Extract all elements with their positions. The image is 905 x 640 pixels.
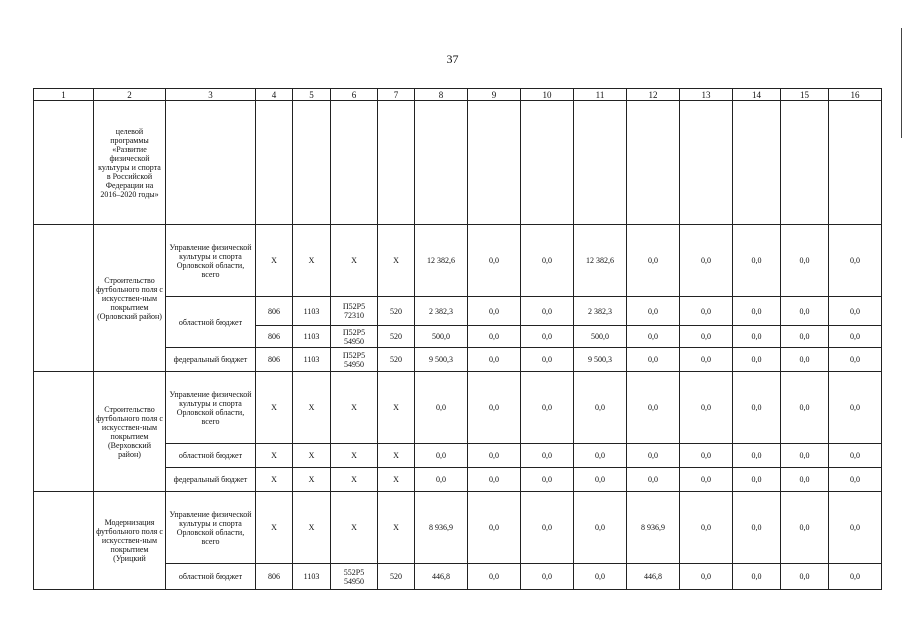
cell-empty <box>733 101 781 225</box>
amount-col-9: 0,0 <box>468 564 521 590</box>
cell-empty <box>166 101 256 225</box>
amount-col-16: 0,0 <box>829 297 882 326</box>
amount-col-9: 0,0 <box>468 468 521 492</box>
amount-col-8: 0,0 <box>415 468 468 492</box>
amount-col-15: 0,0 <box>781 444 829 468</box>
amount-col-10: 0,0 <box>521 348 574 372</box>
cell-empty <box>468 101 521 225</box>
amount-col-14: 0,0 <box>733 444 781 468</box>
amount-col-14: 0,0 <box>733 492 781 564</box>
cell-empty <box>521 101 574 225</box>
amount-col-8: 8 936,9 <box>415 492 468 564</box>
col-5-value: 1103 <box>293 564 331 590</box>
col-4-value: X <box>256 444 293 468</box>
budget-table <box>33 88 882 590</box>
amount-col-11: 500,0 <box>574 326 627 348</box>
scan-edge-line <box>901 28 902 138</box>
amount-col-16: 0,0 <box>829 372 882 444</box>
col-header-8: 8 <box>415 89 468 101</box>
amount-col-11: 0,0 <box>574 564 627 590</box>
col-4-value: X <box>256 372 293 444</box>
col-6-value: 552Р5 54950 <box>331 564 378 590</box>
amount-col-12: 446,8 <box>627 564 680 590</box>
amount-col-13: 0,0 <box>680 326 733 348</box>
amount-col-11: 0,0 <box>574 468 627 492</box>
col-7-value: X <box>378 444 415 468</box>
col-4-value: X <box>256 492 293 564</box>
amount-col-8: 446,8 <box>415 564 468 590</box>
page-number: 37 <box>446 52 459 66</box>
amount-col-13: 0,0 <box>680 564 733 590</box>
amount-col-10: 0,0 <box>521 468 574 492</box>
amount-col-9: 0,0 <box>468 297 521 326</box>
amount-col-15: 0,0 <box>781 225 829 297</box>
amount-col-10: 0,0 <box>521 444 574 468</box>
amount-col-10: 0,0 <box>521 372 574 444</box>
funding-source: Управление физической культуры и спорта Орловской области, всего <box>166 492 256 564</box>
amount-col-14: 0,0 <box>733 297 781 326</box>
amount-col-14: 0,0 <box>733 348 781 372</box>
amount-col-15: 0,0 <box>781 372 829 444</box>
amount-col-16: 0,0 <box>829 348 882 372</box>
cell-empty <box>256 101 293 225</box>
col-header-6: 6 <box>331 89 378 101</box>
funding-source: областной бюджет <box>166 297 256 348</box>
cell-empty <box>627 101 680 225</box>
amount-col-12: 0,0 <box>627 444 680 468</box>
amount-col-12: 0,0 <box>627 326 680 348</box>
cell-empty <box>34 372 94 492</box>
amount-col-10: 0,0 <box>521 326 574 348</box>
amount-col-13: 0,0 <box>680 444 733 468</box>
amount-col-12: 0,0 <box>627 297 680 326</box>
amount-col-15: 0,0 <box>781 326 829 348</box>
col-header-13: 13 <box>680 89 733 101</box>
amount-col-10: 0,0 <box>521 492 574 564</box>
funding-source: областной бюджет <box>166 444 256 468</box>
col-7-value: X <box>378 492 415 564</box>
amount-col-11: 2 382,3 <box>574 297 627 326</box>
amount-col-12: 0,0 <box>627 348 680 372</box>
amount-col-10: 0,0 <box>521 225 574 297</box>
amount-col-15: 0,0 <box>781 492 829 564</box>
funding-source: федеральный бюджет <box>166 468 256 492</box>
amount-col-8: 0,0 <box>415 372 468 444</box>
amount-col-11: 0,0 <box>574 492 627 564</box>
amount-col-15: 0,0 <box>781 468 829 492</box>
amount-col-8: 12 382,6 <box>415 225 468 297</box>
amount-col-16: 0,0 <box>829 492 882 564</box>
col-header-4: 4 <box>256 89 293 101</box>
col-6-value: П52Р5 54950 <box>331 326 378 348</box>
col-7-value: X <box>378 468 415 492</box>
table-row <box>34 492 882 564</box>
cell-empty <box>34 492 94 590</box>
amount-col-8: 0,0 <box>415 444 468 468</box>
col-header-5: 5 <box>293 89 331 101</box>
col-5-value: X <box>293 492 331 564</box>
col-4-value: 806 <box>256 348 293 372</box>
amount-col-14: 0,0 <box>733 564 781 590</box>
amount-col-13: 0,0 <box>680 297 733 326</box>
amount-col-14: 0,0 <box>733 225 781 297</box>
col-7-value: X <box>378 225 415 297</box>
amount-col-16: 0,0 <box>829 564 882 590</box>
amount-col-12: 0,0 <box>627 225 680 297</box>
amount-col-9: 0,0 <box>468 326 521 348</box>
amount-col-8: 2 382,3 <box>415 297 468 326</box>
amount-col-14: 0,0 <box>733 468 781 492</box>
col-4-value: X <box>256 468 293 492</box>
col-6-value: X <box>331 225 378 297</box>
col-7-value: 520 <box>378 564 415 590</box>
col-5-value: X <box>293 444 331 468</box>
amount-col-13: 0,0 <box>680 468 733 492</box>
amount-col-9: 0,0 <box>468 372 521 444</box>
program-name-continued: целевой программы «Развитие физической культуры и спорта в Российской Федерации на 2016–2020 годы» <box>94 101 166 225</box>
amount-col-11: 12 382,6 <box>574 225 627 297</box>
col-header-14: 14 <box>733 89 781 101</box>
amount-col-10: 0,0 <box>521 564 574 590</box>
amount-col-13: 0,0 <box>680 492 733 564</box>
amount-col-16: 0,0 <box>829 326 882 348</box>
col-header-16: 16 <box>829 89 882 101</box>
col-6-value: X <box>331 444 378 468</box>
amount-col-12: 8 936,9 <box>627 492 680 564</box>
table-row <box>34 372 882 444</box>
amount-col-9: 0,0 <box>468 492 521 564</box>
col-header-10: 10 <box>521 89 574 101</box>
col-header-3: 3 <box>166 89 256 101</box>
amount-col-8: 500,0 <box>415 326 468 348</box>
col-7-value: X <box>378 372 415 444</box>
col-5-value: 1103 <box>293 326 331 348</box>
cell-empty <box>34 225 94 372</box>
amount-col-14: 0,0 <box>733 372 781 444</box>
object-name: Строительство футбольного поля с искусствен-ным покрытием (Орловский район) <box>94 225 166 372</box>
col-header-7: 7 <box>378 89 415 101</box>
amount-col-15: 0,0 <box>781 348 829 372</box>
cell-empty <box>781 101 829 225</box>
col-7-value: 520 <box>378 297 415 326</box>
object-name: Модернизация футбольного поля с искусствен-ным покрытием (Урицкий <box>94 492 166 590</box>
amount-col-10: 0,0 <box>521 297 574 326</box>
col-4-value: 806 <box>256 326 293 348</box>
amount-col-11: 0,0 <box>574 372 627 444</box>
col-6-value: X <box>331 468 378 492</box>
col-4-value: 806 <box>256 297 293 326</box>
object-name: Строительство футбольного поля с искусствен-ным покрытием (Верховский район) <box>94 372 166 492</box>
cell-empty <box>829 101 882 225</box>
amount-col-9: 0,0 <box>468 444 521 468</box>
cell-empty <box>34 101 94 225</box>
amount-col-13: 0,0 <box>680 372 733 444</box>
col-6-value: П52Р5 54950 <box>331 348 378 372</box>
amount-col-16: 0,0 <box>829 468 882 492</box>
amount-col-13: 0,0 <box>680 225 733 297</box>
col-5-value: X <box>293 372 331 444</box>
col-header-12: 12 <box>627 89 680 101</box>
col-header-1: 1 <box>34 89 94 101</box>
col-7-value: 520 <box>378 326 415 348</box>
col-7-value: 520 <box>378 348 415 372</box>
col-header-9: 9 <box>468 89 521 101</box>
funding-source: Управление физической культуры и спорта Орловской области, всего <box>166 372 256 444</box>
col-6-value: П52Р5 72310 <box>331 297 378 326</box>
cell-empty <box>415 101 468 225</box>
amount-col-15: 0,0 <box>781 564 829 590</box>
cell-empty <box>293 101 331 225</box>
col-header-15: 15 <box>781 89 829 101</box>
col-6-value: X <box>331 492 378 564</box>
cell-empty <box>680 101 733 225</box>
col-6-value: X <box>331 372 378 444</box>
cell-empty <box>331 101 378 225</box>
col-5-value: X <box>293 225 331 297</box>
cell-empty <box>378 101 415 225</box>
amount-col-12: 0,0 <box>627 468 680 492</box>
col-header-11: 11 <box>574 89 627 101</box>
col-5-value: 1103 <box>293 348 331 372</box>
col-5-value: X <box>293 468 331 492</box>
amount-col-16: 0,0 <box>829 444 882 468</box>
cell-empty <box>574 101 627 225</box>
amount-col-13: 0,0 <box>680 348 733 372</box>
amount-col-15: 0,0 <box>781 297 829 326</box>
amount-col-14: 0,0 <box>733 326 781 348</box>
col-header-2: 2 <box>94 89 166 101</box>
col-4-value: X <box>256 225 293 297</box>
amount-col-16: 0,0 <box>829 225 882 297</box>
column-number-row <box>34 89 882 101</box>
amount-col-11: 0,0 <box>574 444 627 468</box>
col-5-value: 1103 <box>293 297 331 326</box>
amount-col-9: 0,0 <box>468 225 521 297</box>
funding-source: федеральный бюджет <box>166 348 256 372</box>
table-row <box>34 225 882 297</box>
amount-col-8: 9 500,3 <box>415 348 468 372</box>
amount-col-12: 0,0 <box>627 372 680 444</box>
col-4-value: 806 <box>256 564 293 590</box>
amount-col-9: 0,0 <box>468 348 521 372</box>
funding-source: Управление физической культуры и спорта Орловской области, всего <box>166 225 256 297</box>
amount-col-11: 9 500,3 <box>574 348 627 372</box>
funding-source: областной бюджет <box>166 564 256 590</box>
continuation-row <box>34 101 882 225</box>
